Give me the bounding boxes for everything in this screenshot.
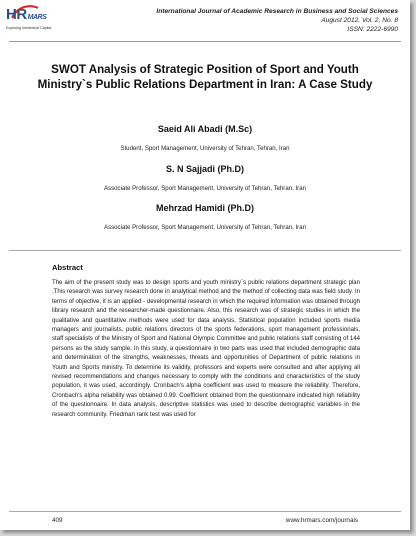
author-name: S. N Sajjadi (Ph.D): [165, 164, 244, 174]
abstract-heading: Abstract: [52, 263, 83, 272]
header-divider: [9, 41, 401, 42]
logo-wordmark: HRMARS: [6, 6, 47, 23]
author-name: Saeid Ali Abadi (M.Sc): [157, 124, 253, 134]
logo-tagline: Exploring Intellectual Capital: [6, 26, 52, 30]
author-affiliation: Associate Professor, Sport Management, University of Tehran, Tehran, Iran: [104, 224, 306, 231]
article-title: SWOT Analysis of Strategic Position of Sport and Youth Ministry`s Public Relations Department in Iran: A Case Study: [37, 63, 373, 91]
journal-issn: ISSN: 2222-6990: [347, 26, 398, 33]
section-divider: [9, 250, 401, 251]
footer-divider: [9, 511, 401, 512]
hrmars-logo: [6, 4, 76, 40]
author-affiliation: Student, Sport Management, University of Tehran, Tehran, Iran: [120, 145, 290, 152]
journal-issue: August 2012, Vol. 2, No. 8: [321, 17, 398, 24]
journal-name: International Journal of Academic Research in Business and Social Sciences: [156, 8, 398, 15]
footer-url[interactable]: www.hrmars.com/journals: [285, 517, 358, 524]
author-name: Mehrzad Hamidi (Ph.D): [155, 203, 254, 213]
journal-info: [156, 7, 398, 34]
page-number: 409: [52, 517, 63, 524]
abstract-text: The aim of the present study was to design sports and youth ministry`s public relations department strategic plan .This research was survey research done in analytical method and the method of collecting data was field study. In terms of objective, it is an applied - developmental research in which the required information was obtained through library research and the researcher-made questionnaire. Also, this research was of strategic studies in which the qualitative and quantitative methods were used for data analysis. Statistical population included sports media managers and journalists, public relations directors of the sports federations, sport management professionals, staff specialists of the Ministry of Sport and National Olympic Committee and public relations staff consisting of 144 persons as the study sample. In this study, a questionnaire in two parts was used that included demographic data and determination of the strengths, weaknesses, threats and opportunities of Department of public relations in Youth and Sports ministry. To determine its validity, professors and experts were consulted and after applying all revised recommendations and changes necessary to comply with the conditions and characteristics of the study population, it was used, accordingly. Cronbach's alpha coefficient was used to measure the reliability. Therefore, Cronbach's alpha reliability was obtained 0.99. Coefficient obtained from the questionnaire indicated high reliability of the questionnaire. In data analysis, descriptive statistics was used to describe demographic variables in the research community. Friedman rank test was used for: [52, 280, 360, 418]
author-affiliation: Associate Professor, Sport Management, University of Tehran, Tehran, Iran: [104, 185, 306, 192]
